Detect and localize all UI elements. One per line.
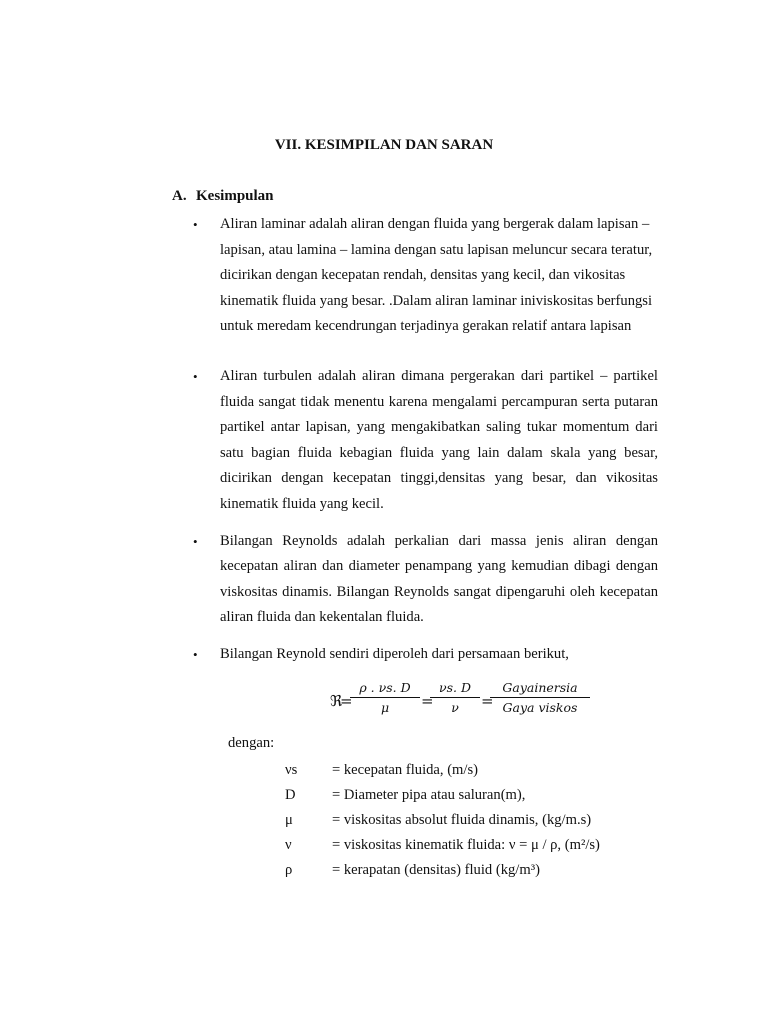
definition-symbol: D	[285, 787, 296, 803]
definition-text: = viskositas absolut fluida dinamis, (kg/m.s)	[332, 812, 592, 828]
bullet-dot-icon: •	[193, 647, 198, 662]
fraction-denominator: ν	[430, 697, 480, 715]
bullet-item-laminar	[193, 212, 658, 340]
definition-text: = kecepatan fluida, (m/s)	[332, 762, 479, 778]
bullet-item-turbulen	[193, 364, 658, 518]
bullet-text: Bilangan Reynolds adalah perkalian dari massa jenis aliran dengan kecepatan aliran dan diameter penampang yang kemudian dibagi dengan viskositas dinamis. Bilangan Reynolds sangat dipengaruhi oleh kecepatan aliran fluida dan kekentalan fluida.	[220, 533, 658, 626]
definition-text: = viskositas kinematik fluida: ν = μ / ρ, (m²/s)	[332, 837, 600, 853]
page-title: VII. KESIMPILAN DAN SARAN	[274, 137, 494, 153]
formula-fraction-1	[350, 680, 420, 715]
formula-fraction-2	[430, 680, 480, 715]
formula-fraction-3	[490, 680, 590, 715]
definition-symbol: ρ	[285, 862, 293, 878]
bullet-item-persamaan	[193, 642, 658, 667]
definition-text: = Diameter pipa atau saluran(m),	[332, 787, 526, 803]
fraction-numerator: νs. D	[439, 680, 471, 695]
bullet-dot-icon: •	[193, 534, 198, 549]
dengan-label: dengan:	[228, 735, 275, 751]
section-letter: A.	[172, 188, 187, 204]
definition-symbol: ν	[285, 837, 292, 853]
fraction-numerator: ρ . νs. D	[359, 680, 411, 695]
bullet-dot-icon: •	[193, 217, 198, 232]
formula-lhs: ℜ	[330, 692, 343, 710]
formula-equals: =	[340, 692, 353, 710]
fraction-denominator: Gaya viskos	[490, 697, 590, 715]
fraction-denominator: μ	[350, 697, 420, 715]
formula-equals: =	[481, 692, 494, 710]
section-title: Kesimpulan	[196, 188, 274, 204]
definition-symbol: μ	[285, 812, 293, 828]
bullet-text: Bilangan Reynold sendiri diperoleh dari persamaan berikut,	[220, 646, 569, 662]
bullet-text: Aliran laminar adalah aliran dengan fluida yang bergerak dalam lapisan – lapisan, atau lamina – lamina dengan satu lapisan meluncur secara teratur, dicirikan dengan kecepatan rendah, densitas yang kecil, dan vikositas kinematik fluida yang besar. .Dalam aliran laminar iniviskositas berfungsi untuk meredam kecendrungan terjadinya gerakan relatif antara lapisan	[220, 216, 653, 335]
bullet-item-reynolds	[193, 529, 658, 631]
bullet-text: Aliran turbulen adalah aliran dimana pergerakan dari partikel – partikel fluida sangat tidak menentu karena mengalami percampuran serta putaran partikel antar lapisan, yang mengakibatkan saling tukar momentum dari satu bagian fluida kebagian fluida yang lain dalam skala yang besar, dicirikan dengan kecepatan tinggi,densitas yang besar, dan vikositas kinematik fluida yang kecil.	[220, 368, 658, 512]
section-heading	[172, 188, 274, 205]
formula-equals: =	[421, 692, 434, 710]
fraction-numerator: Gayainersia	[502, 680, 578, 695]
definition-text: = kerapatan (densitas) fluid (kg/m³)	[332, 862, 540, 878]
bullet-dot-icon: •	[193, 369, 198, 384]
definition-symbol: νs	[285, 762, 298, 778]
